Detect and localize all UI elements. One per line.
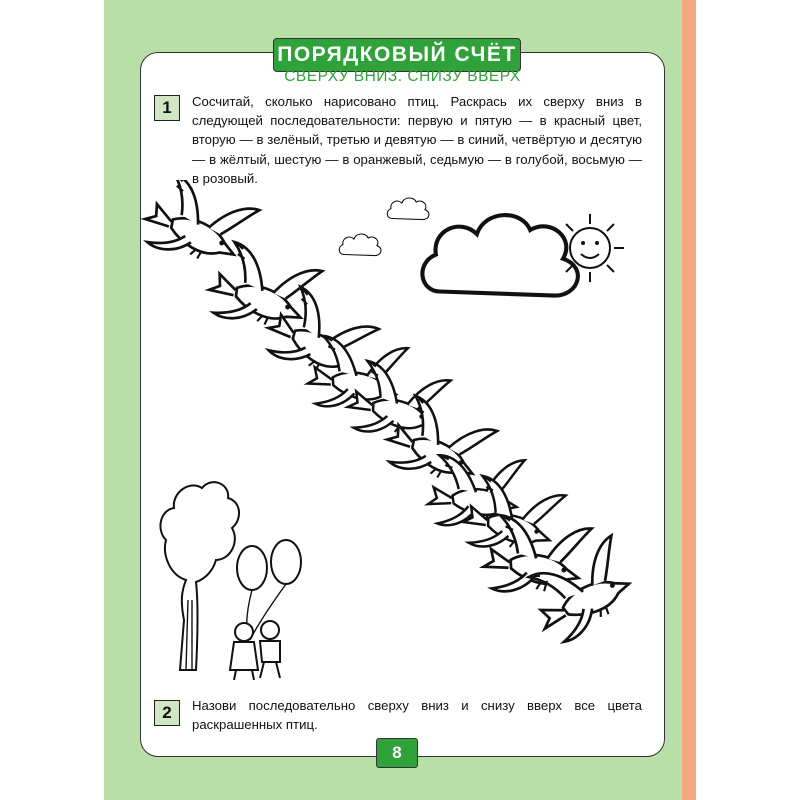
bird-1 <box>140 180 259 283</box>
small-cloud-2 <box>339 234 381 256</box>
tree <box>160 482 239 670</box>
page-title: ПОРЯДКОВЫЙ СЧЁТ <box>273 38 521 72</box>
small-cloud-1 <box>387 198 429 220</box>
page-number: 8 <box>376 738 418 768</box>
task-2-text: Назови последовательно сверху вниз и снизу вверх все цвета раскрашенных птиц. <box>192 698 642 733</box>
page-subtitle: СВЕРХУ ВНИЗ. СНИЗУ ВВЕРХ <box>284 68 521 85</box>
task-2-number: 2 <box>154 700 180 726</box>
bird-10 <box>523 535 641 646</box>
birds-illustration <box>140 180 665 680</box>
large-cloud <box>422 215 577 295</box>
task-1-text: Сосчитай, сколько нарисовано птиц. Раскрась их сверху вниз в следующей последовательности: первую и пятую — в красный цвет, вторую — в зелёный, третью и девятую — в синий, четвёртую и десятую — в жёлтый, шестую — в оранжевый, седьмую — в голубой, восьмую — в розовый. <box>192 94 642 186</box>
task-1-number: 1 <box>154 95 180 121</box>
page-edge-stripe <box>682 0 696 800</box>
